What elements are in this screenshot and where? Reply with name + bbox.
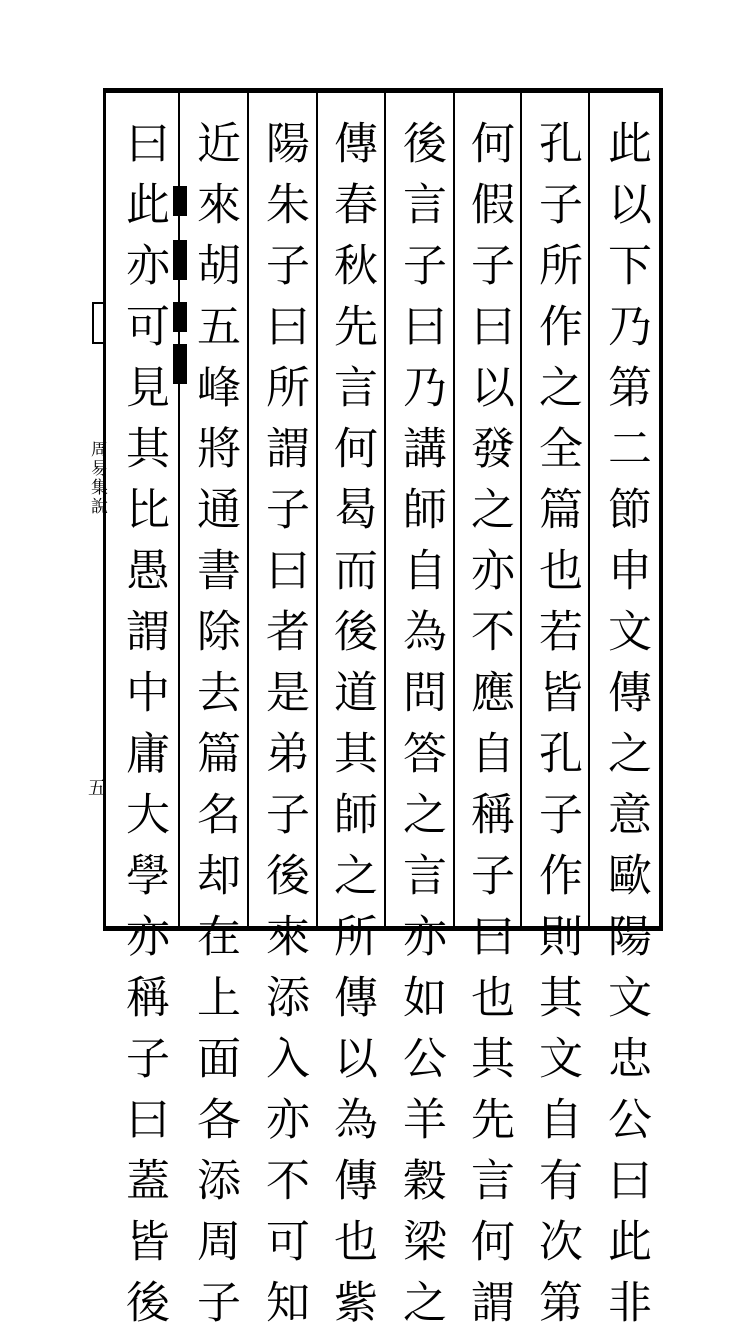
book-title: 周易集說 <box>87 440 107 516</box>
leaf-number: 五 <box>85 778 106 796</box>
text-column-8: 曰此亦可見其比愚謂中庸大學亦稱子曰蓋皆後 <box>118 120 169 1340</box>
text-column-3: 何假子曰以發之亦不應自稱子曰也其先言何謂 <box>463 120 514 1340</box>
column-rule <box>316 93 318 926</box>
text-column-7: 近來胡五峰將通書除去篇名却在上面各添周子 <box>189 120 240 1340</box>
text-column-6: 陽朱子曰所謂子曰者是弟子後來添入亦不可知 <box>258 120 309 1340</box>
text-column-4: 後言子曰乃講師自為問答之言亦如公羊穀梁之 <box>395 120 446 1340</box>
text-column-1: 此以下乃第二節申文傳之意歐陽文忠公曰此非 <box>600 120 651 1340</box>
column-rule <box>520 93 522 926</box>
column-rule <box>453 93 455 926</box>
column-rule <box>588 93 590 926</box>
text-column-5: 傳春秋先言何曷而後道其師之所傳以為傳也紫 <box>326 120 377 1340</box>
column-rule <box>384 93 386 926</box>
column-rule <box>247 93 249 926</box>
text-column-2: 孔子所作之全篇也若皆孔子作則其文自有次第 <box>531 120 582 1340</box>
column-rule <box>178 93 180 926</box>
